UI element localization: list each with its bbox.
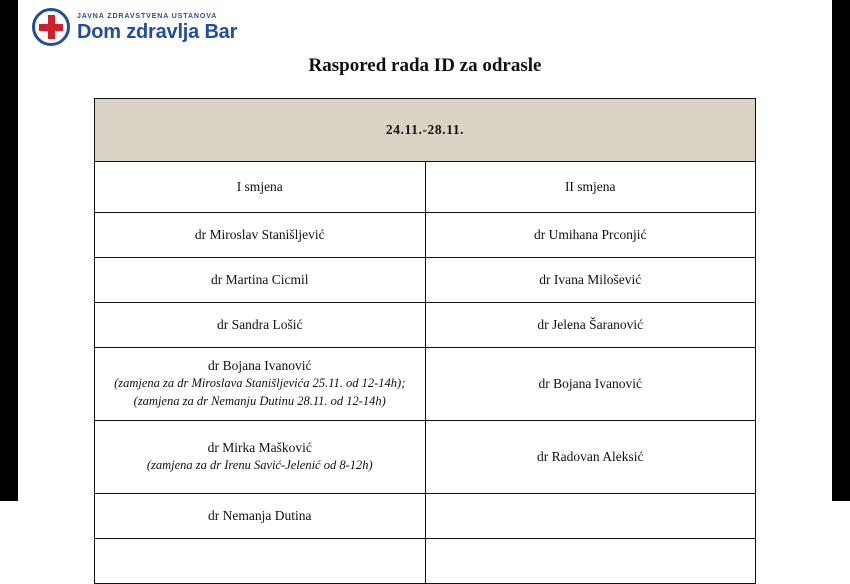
document-content: [18, 0, 832, 523]
table-row-column-headers: [95, 162, 756, 213]
left-letterbox-band: [0, 0, 18, 501]
shift2-cell: [425, 494, 756, 539]
red-cross-icon: [32, 8, 70, 46]
doctor-name: dr Bojana Ivanović: [208, 357, 312, 373]
shift2-cell: [425, 421, 756, 494]
logo-name: Dom zdravlja Bar: [77, 20, 238, 43]
shift2-cell: [425, 258, 756, 303]
doctor-name: dr Miroslav Stanišljević: [194, 227, 325, 242]
table-row-week-header: [95, 99, 756, 162]
shift1-cell: [95, 421, 426, 494]
doctor-name: dr Umihana Prconjić: [534, 227, 647, 242]
doctor-name: dr Ivana Milošević: [539, 272, 642, 287]
shift1-cell: [95, 348, 426, 421]
doctor-name: dr Sandra Lošić: [217, 317, 303, 332]
schedule-table-wrapper: [94, 98, 756, 584]
substitution-note: (zamjena za dr Nemanju Dutinu 28.11. od 12-14h): [133, 394, 386, 408]
logo-text: [77, 13, 237, 42]
shift1-cell: [95, 494, 426, 539]
shift1-cell: [95, 539, 426, 584]
shift2-cell: [425, 539, 756, 584]
substitution-note: (zamjena za dr Miroslava Stanišljevića 25.11. od 12-14h);: [114, 375, 406, 390]
table-row: [95, 258, 756, 303]
table-row: [95, 303, 756, 348]
table-row: [95, 213, 756, 258]
doctor-name: dr Martina Cicmil: [211, 272, 309, 287]
right-letterbox-band: [832, 0, 850, 501]
table-row: [95, 494, 756, 539]
page-title: Raspored rada ID za odrasle: [308, 55, 542, 76]
shift1-cell: [95, 213, 426, 258]
doctor-name: dr Nemanja Dutina: [208, 508, 312, 523]
table-row: [95, 421, 756, 494]
shift2-cell: [425, 303, 756, 348]
week-header-cell: 24.11.-28.11.: [95, 99, 756, 162]
substitution-note: (zamjena za dr Irenu Savić-Jelenić od 8-12h): [146, 457, 373, 472]
organization-logo: [32, 8, 237, 46]
doctor-name: dr Bojana Ivanović: [538, 376, 642, 391]
column-header-shift-2: II smjena: [425, 162, 756, 213]
table-row: [95, 539, 756, 584]
logo-superline: JAVNA ZDRAVSTVENA USTANOVA: [77, 12, 218, 20]
shift2-cell: [425, 213, 756, 258]
schedule-table: [94, 98, 756, 584]
doctor-name: dr Jelena Šaranović: [537, 317, 644, 332]
doctor-name: dr Mirka Mašković: [207, 439, 312, 455]
table-row: [95, 348, 756, 421]
shift1-cell: [95, 303, 426, 348]
shift1-cell: [95, 258, 426, 303]
column-header-shift-1: I smjena: [95, 162, 426, 213]
shift2-cell: [425, 348, 756, 421]
doctor-name: dr Radovan Aleksić: [537, 449, 644, 464]
